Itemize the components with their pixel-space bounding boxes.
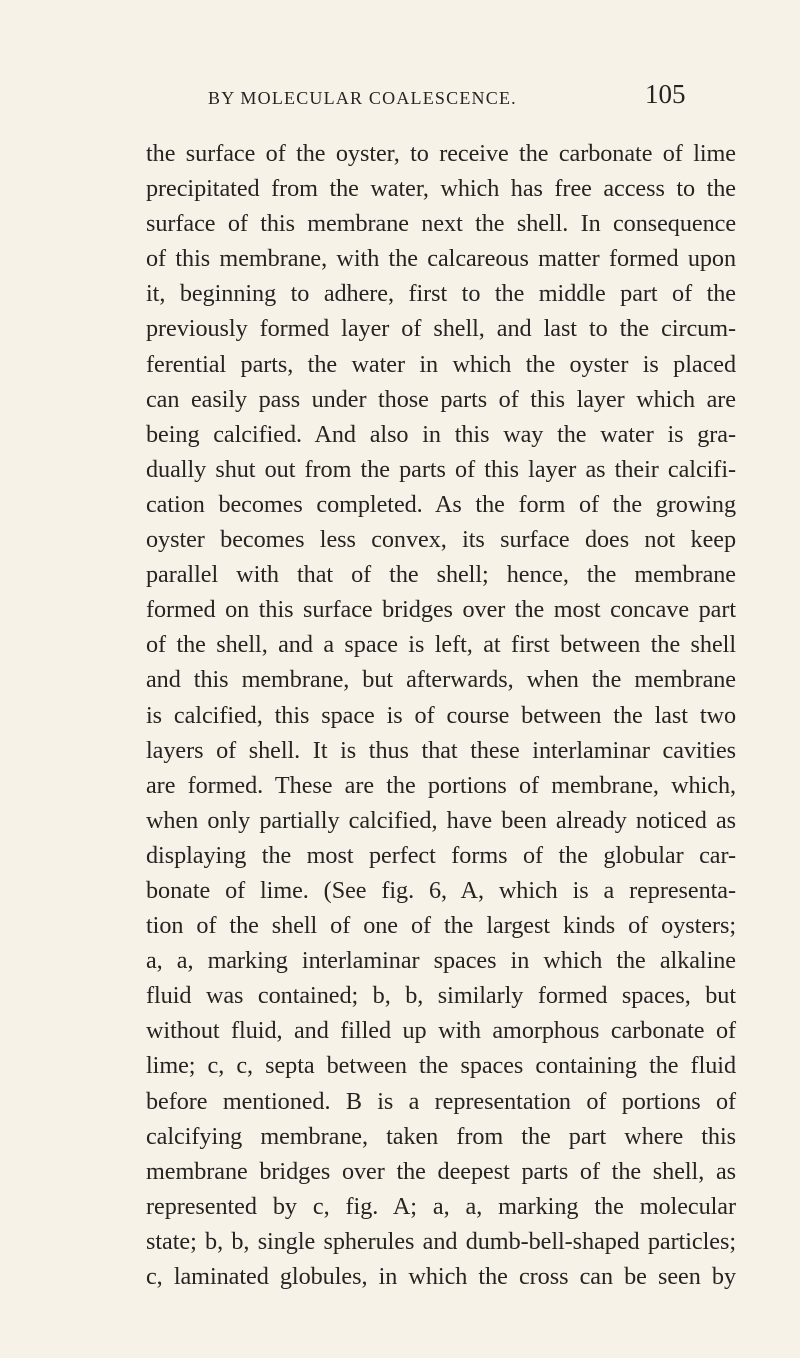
text-line: of the shell, and a space is left, at first between the shell: [146, 631, 736, 659]
text-line: can easily pass under those parts of this layer which are: [146, 385, 736, 413]
text-line: cation becomes completed. As the form of the growing: [146, 490, 736, 518]
text-line: surface of this membrane next the shell. In consequence: [146, 210, 736, 238]
body-text: [146, 136, 736, 1294]
text-line: without fluid, and filled up with amorphous carbonate of: [146, 1017, 736, 1045]
text-line: previously formed layer of shell, and last to the circum-: [146, 315, 736, 343]
text-line: represented by c, fig. A; a, a, marking the molecular: [146, 1192, 736, 1220]
text-line: it, beginning to adhere, first to the middle part of the: [146, 280, 736, 308]
text-line: fluid was contained; b, b, similarly formed spaces, but: [146, 982, 736, 1010]
text-line: lime; c, c, septa between the spaces containing the fluid: [146, 1052, 736, 1080]
text-line: formed on this surface bridges over the most concave part: [146, 596, 736, 624]
text-line: being calcified. And also in this way the water is gra-: [146, 420, 736, 448]
text-line: dually shut out from the parts of this layer as their calcifi-: [146, 455, 736, 483]
text-line: a, a, marking interlaminar spaces in which the alkaline: [146, 947, 736, 975]
page-number: 105: [645, 79, 686, 109]
text-line: ferential parts, the water in which the oyster is placed: [146, 350, 736, 378]
text-line: calcifying membrane, taken from the part where this: [146, 1122, 736, 1150]
text-line: membrane bridges over the deepest parts of the shell, as: [146, 1157, 736, 1185]
text-line: before mentioned. B is a representation of portions of: [146, 1087, 736, 1115]
text-line: is calcified, this space is of course between the last two: [146, 701, 736, 729]
text-line: displaying the most perfect forms of the globular car-: [146, 841, 736, 869]
text-line: layers of shell. It is thus that these interlaminar cavities: [146, 736, 736, 764]
text-line: oyster becomes less convex, its surface does not keep: [146, 526, 736, 554]
text-line: state; b, b, single spherules and dumb-bell-shaped particles;: [146, 1227, 736, 1255]
running-head: BY MOLECULAR COALESCENCE.: [208, 88, 517, 108]
text-line: c, laminated globules, in which the cross can be seen by: [146, 1263, 736, 1290]
text-line: tion of the shell of one of the largest kinds of oysters;: [146, 912, 736, 940]
text-line: and this membrane, but afterwards, when the membrane: [146, 666, 736, 694]
text-line: when only partially calcified, have been already noticed as: [146, 806, 736, 834]
text-line: of this membrane, with the calcareous matter formed upon: [146, 245, 736, 273]
text-line: parallel with that of the shell; hence, the membrane: [146, 561, 736, 589]
text-line: precipitated from the water, which has free access to the: [146, 175, 736, 203]
text-line: are formed. These are the portions of membrane, which,: [146, 771, 736, 799]
text-line: the surface of the oyster, to receive the carbonate of lime: [146, 140, 736, 167]
text-line: bonate of lime. (See fig. 6, A, which is a representa-: [146, 876, 736, 904]
